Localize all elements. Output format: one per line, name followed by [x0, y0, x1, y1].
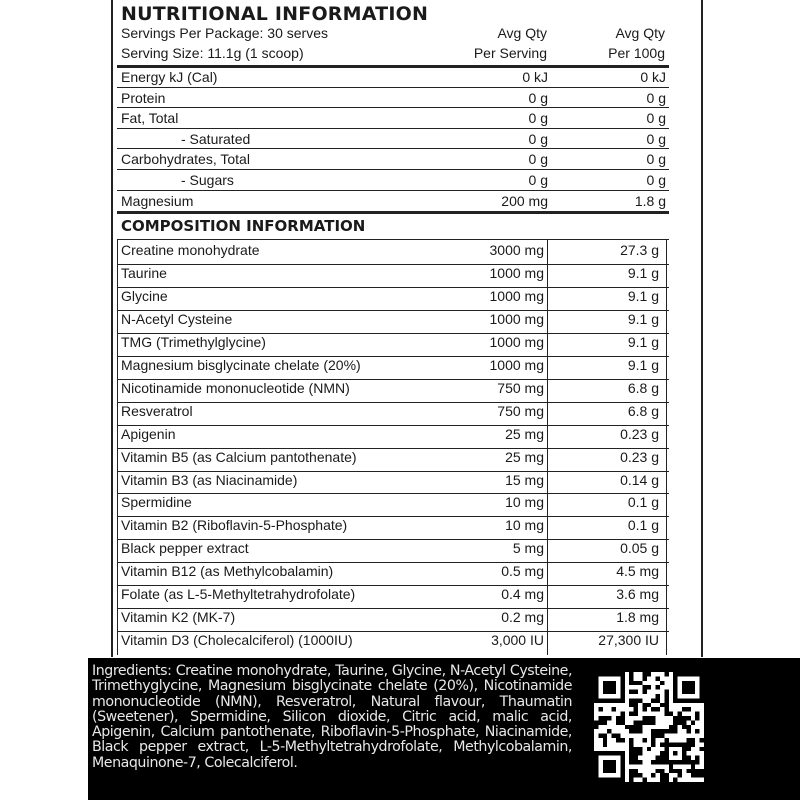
ingredient-per-100g: 3.6 mg: [616, 586, 659, 603]
composition-row: [117, 265, 669, 288]
ingredient-per-serving: 0.4 mg: [501, 586, 544, 603]
ingredient-label: Spermidine: [121, 494, 192, 511]
ingredient-label: Vitamin K2 (MK-7): [121, 609, 236, 626]
row-divider: [117, 169, 669, 170]
ingredient-per-serving: 1000 mg: [489, 287, 544, 304]
nutrient-per-100g: 0 g: [646, 110, 666, 127]
row-divider: [117, 87, 669, 88]
ingredient-label: Apigenin: [121, 425, 176, 442]
ingredient-per-serving: 3000 mg: [489, 242, 544, 258]
composition-rule: [117, 211, 669, 214]
ingredient-per-100g: 27.3 g: [620, 242, 659, 258]
composition-row: [117, 540, 669, 563]
ingredients-text: Ingredients: Creatine monohydrate, Taurine, Glycine, N-Acetyl Cysteine, Trimethyglycine, Magnesium bisglycinate chelate (20%), Nicotinamide mononucleotide (NMN), Resveratrol, Natural flavour, Thaumatin (Sweetener), Spermidine, Silicon dioxide, Citric acid, malic acid, Apigenin, Calcium pantothenate, Riboflavin-5-Phosphate, Niacinamide, Black pepper extract, L-5-Methyltetrahydrofolate, Methylcobalamin, Menaquinone-7, Colecalciferol.: [92, 663, 572, 771]
nutrient-label: - Saturated: [181, 130, 251, 147]
ingredient-label: Nicotinamide mononucleotide (NMN): [121, 379, 350, 396]
ingredient-per-100g: 6.8 g: [627, 379, 659, 396]
row-divider: [117, 128, 669, 129]
ingredient-per-serving: 1000 mg: [489, 310, 544, 327]
ingredient-per-serving: 10 mg: [505, 494, 544, 511]
qr-code-icon: [594, 672, 704, 782]
row-divider: [117, 107, 669, 108]
composition-row: [117, 449, 669, 472]
nutrient-per-100g: 0 kJ: [640, 69, 666, 85]
nutrient-per-100g: 0 g: [646, 89, 666, 106]
nutrient-label: Magnesium: [121, 192, 194, 209]
nutrient-per-100g: 0 g: [646, 172, 666, 188]
ingredient-label: Vitamin B5 (as Calcium pantothenate): [121, 448, 357, 465]
ingredient-per-serving: 750 mg: [497, 402, 544, 419]
ingredient-label: TMG (Trimethylglycine): [121, 333, 266, 350]
col1-header-line1: Avg Qty: [497, 25, 547, 41]
ingredient-label: Creatine monohydrate: [121, 242, 260, 258]
composition-row: [117, 426, 669, 449]
col2-header-line2: Per 100g: [608, 45, 665, 61]
serving-size: Serving Size: 11.1g (1 scoop): [121, 45, 304, 61]
ingredient-per-100g: 0.23 g: [620, 448, 659, 465]
composition-row: [117, 288, 669, 311]
ingredients-panel: [88, 658, 800, 800]
ingredient-per-100g: 27,300 IU: [598, 632, 659, 649]
ingredient-per-100g: 0.1 g: [627, 517, 659, 534]
ingredient-per-100g: 1.8 mg: [616, 609, 659, 626]
ingredient-label: Black pepper extract: [121, 540, 249, 557]
composition-row: [117, 380, 669, 403]
nutrient-per-100g: 1.8 g: [634, 192, 666, 209]
col-divider-1: [547, 239, 548, 655]
nutrient-per-serving: 0 kJ: [522, 69, 548, 85]
ingredient-label: N-Acetyl Cysteine: [121, 310, 233, 327]
row-divider: [117, 148, 669, 149]
nutrient-per-serving: 0 g: [528, 89, 548, 106]
ingredient-label: Vitamin B3 (as Niacinamide): [121, 471, 298, 488]
ingredient-per-serving: 25 mg: [505, 425, 544, 442]
col1-header-line2: Per Serving: [473, 45, 547, 61]
nutrient-per-serving: 0 g: [528, 130, 548, 147]
nutrient-label: Protein: [121, 89, 166, 106]
composition-row: [117, 609, 669, 632]
nutrient-per-serving: 0 g: [528, 110, 548, 127]
nutrient-per-serving: 0 g: [528, 151, 548, 168]
ingredient-per-serving: 0.2 mg: [501, 609, 544, 626]
ingredient-label: Folate (as L-5-Methyltetrahydrofolate): [121, 586, 356, 603]
ingredient-label: Vitamin D3 (Cholecalciferol) (1000IU): [121, 632, 353, 649]
nutrient-per-100g: 0 g: [646, 151, 666, 168]
ingredient-per-100g: 6.8 g: [627, 402, 659, 419]
nutrient-label: Fat, Total: [121, 110, 179, 127]
composition-row: [117, 494, 669, 517]
ingredient-label: Taurine: [121, 264, 167, 281]
ingredient-per-100g: 0.05 g: [620, 540, 659, 557]
ingredient-per-serving: 10 mg: [505, 517, 544, 534]
composition-row: [117, 311, 669, 334]
ingredient-per-100g: 0.14 g: [620, 471, 659, 488]
qr-code-graphic: [594, 672, 704, 782]
ingredient-per-100g: 9.1 g: [627, 333, 659, 350]
nutrient-label: Carbohydrates, Total: [121, 151, 250, 168]
nutrient-label: - Sugars: [181, 172, 234, 188]
nutrient-label: Energy kJ (Cal): [121, 69, 218, 85]
ingredient-label: Glycine: [121, 287, 168, 304]
composition-row: [117, 334, 669, 357]
servings-per-package: Servings Per Package: 30 serves: [121, 25, 328, 41]
composition-row: [117, 357, 669, 380]
ingredient-per-100g: 0.1 g: [627, 494, 659, 511]
ingredient-label: Resveratrol: [121, 402, 193, 419]
col-divider-2: [666, 239, 667, 655]
ingredient-per-100g: 0.23 g: [620, 425, 659, 442]
ingredient-per-serving: 1000 mg: [489, 356, 544, 373]
ingredient-per-serving: 5 mg: [512, 540, 544, 557]
ingredient-label: Magnesium bisglycinate chelate (20%): [121, 356, 361, 373]
ingredient-per-serving: 1000 mg: [489, 333, 544, 350]
ingredient-per-100g: 4.5 mg: [616, 563, 659, 580]
ingredient-per-100g: 9.1 g: [627, 356, 659, 373]
ingredient-label: Vitamin B2 (Riboflavin-5-Phosphate): [121, 517, 348, 534]
composition-title: COMPOSITION INFORMATION: [121, 217, 366, 235]
ingredient-per-serving: 750 mg: [497, 379, 544, 396]
composition-row: [117, 403, 669, 426]
composition-row: [117, 563, 669, 586]
col-divider-0: [117, 239, 118, 655]
ingredient-per-100g: 9.1 g: [627, 310, 659, 327]
ingredient-per-serving: 1000 mg: [489, 264, 544, 281]
composition-row: [117, 586, 669, 609]
row-divider: [117, 190, 669, 191]
ingredient-per-100g: 9.1 g: [627, 287, 659, 304]
nutrient-per-serving: 200 mg: [501, 192, 548, 209]
composition-row: [117, 517, 669, 540]
col2-header-line1: Avg Qty: [615, 25, 665, 41]
ingredient-per-serving: 15 mg: [505, 471, 544, 488]
composition-row: [117, 632, 669, 655]
composition-row: [117, 242, 669, 265]
nutrient-per-serving: 0 g: [528, 172, 548, 188]
nutrition-title: NUTRITIONAL INFORMATION: [121, 3, 429, 25]
composition-header-rule: [117, 239, 669, 240]
ingredient-label: Vitamin B12 (as Methylcobalamin): [121, 563, 334, 580]
composition-row: [117, 472, 669, 495]
ingredient-per-serving: 25 mg: [505, 448, 544, 465]
header-rule: [117, 65, 669, 68]
ingredient-per-100g: 9.1 g: [627, 264, 659, 281]
ingredient-per-serving: 0.5 mg: [501, 563, 544, 580]
nutrient-per-100g: 0 g: [646, 130, 666, 147]
ingredient-per-serving: 3,000 IU: [491, 632, 544, 649]
